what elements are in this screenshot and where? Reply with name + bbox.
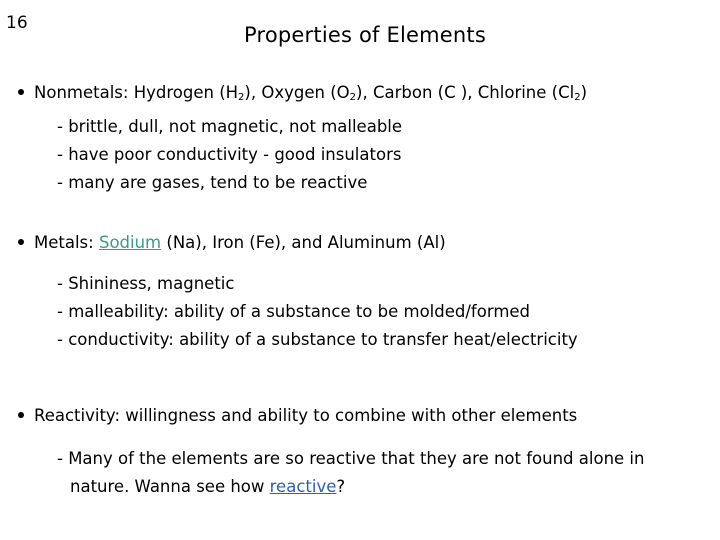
metals-point-3 (57, 330, 578, 349)
reactivity-term: Reactivity: (34, 406, 121, 425)
reactivity-point-line-2 (70, 477, 345, 496)
reactivity-definition: willingness and ability to combine with other elements (120, 406, 578, 425)
bullet-reactivity (18, 406, 577, 425)
nonmetals-point-2: - have poor conductivity - good insulators (57, 145, 402, 164)
oxygen-subscript: 2 (349, 92, 357, 103)
metals-point-2 (57, 302, 530, 321)
metals-examples: (Na), Iron (Fe), and Aluminum (Al) (161, 233, 446, 252)
chlorine-close: ) (580, 83, 588, 102)
bullet-nonmetals (18, 83, 587, 103)
oxygen-close: ), (356, 83, 373, 102)
slide-title: Properties of Elements (243, 23, 486, 47)
chlorine-subscript: 2 (574, 92, 581, 103)
question-mark: ? (336, 477, 346, 496)
reactivity-line2-text: nature. Wanna see how (70, 477, 270, 496)
slide-number: 16 (6, 13, 28, 33)
hydrogen-subscript: 2 (238, 92, 245, 103)
reactive-link[interactable]: reactive (269, 477, 337, 496)
hydrogen-name: Hydrogen (H (133, 83, 239, 102)
malleability-definition: ability of a substance to be molded/formed (168, 302, 531, 321)
nonmetals-term: Nonmetals: (34, 83, 129, 102)
conductivity-definition: ability of a substance to transfer heat/electricity (173, 330, 578, 349)
metals-point-1: - Shininess, magnetic (57, 274, 235, 293)
bullet-dot-icon (18, 89, 24, 95)
dash: - (57, 330, 69, 349)
dash: - (57, 302, 69, 321)
chlorine-name: Chlorine (Cl (477, 83, 575, 102)
malleability-term: malleability: (68, 302, 169, 321)
metals-term: Metals: (34, 233, 94, 252)
conductivity-term: conductivity: (68, 330, 174, 349)
nonmetals-point-3: - many are gases, tend to be reactive (57, 173, 368, 192)
nonmetals-point-1: - brittle, dull, not magnetic, not malleable (57, 117, 403, 136)
bullet-dot-icon (18, 239, 24, 245)
carbon-text: Carbon (C ), (372, 83, 478, 102)
bullet-dot-icon (18, 412, 24, 418)
bullet-metals (18, 233, 446, 252)
oxygen-name: Oxygen (O (261, 83, 350, 102)
sodium-link[interactable]: Sodium (98, 233, 162, 252)
hydrogen-close: ), (244, 83, 262, 102)
reactivity-point-line-1: - Many of the elements are so reactive that they are not found alone in (57, 449, 645, 468)
